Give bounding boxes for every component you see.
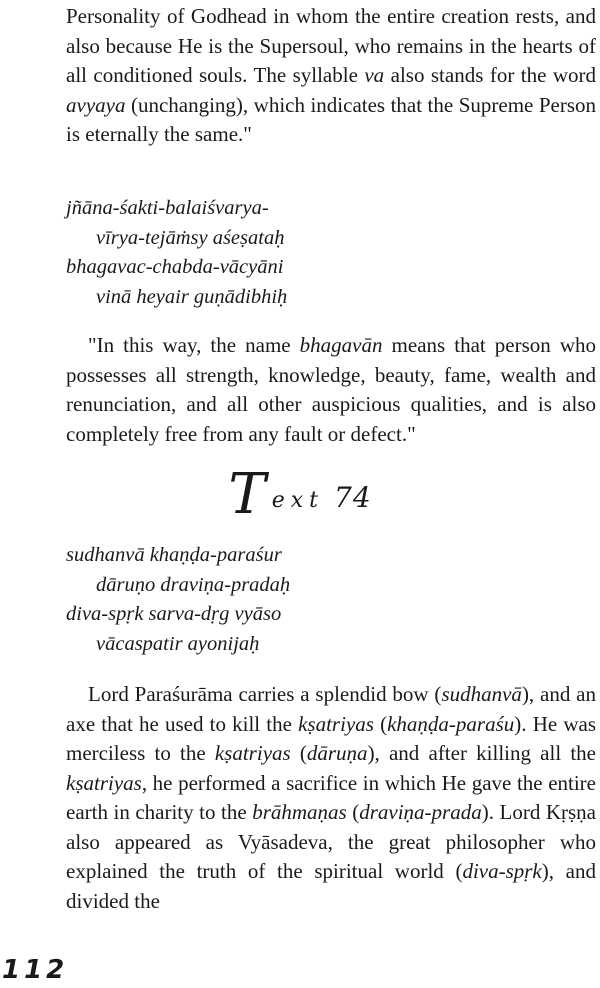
- purport-text: ), and divided the: [66, 859, 596, 913]
- paragraph-2-text: "In this way, the name: [88, 333, 300, 357]
- paragraph-2-line: is also completely free from any fault or defect.": [66, 392, 597, 446]
- purport-text: , he performed a sacrifice in which He gave the entire earth in charity to the: [66, 770, 596, 824]
- purport-text: (: [346, 800, 360, 824]
- paragraph-1-text: (unchanging),: [125, 92, 249, 117]
- paragraph-2-text: means that person who: [382, 333, 596, 357]
- purport-text: ), and after killing all the: [367, 741, 597, 765]
- paragraph-1-italic: va: [364, 63, 385, 87]
- verse-line: vācaspatir ayonijaḥ: [96, 632, 260, 655]
- paragraph-1-line: rests, and also because He is the Supersoul, who: [66, 4, 596, 58]
- paragraph-1-line: which indicates that the Supreme Person is eternally the: [66, 92, 596, 146]
- verse-line: diva-spṛk sarva-dṛg vyāso: [66, 603, 282, 625]
- verse-line: bhagavac-chabda-vācyāni: [66, 256, 284, 278]
- purport-text: ). He was merciless to the: [66, 711, 597, 765]
- heading-word: ext: [271, 488, 324, 513]
- verse-line: vinā heyair guṇādibhiḥ: [96, 285, 288, 308]
- purport-italic: khaṇḍa-paraśu: [387, 711, 515, 736]
- purport-italic: dāruṇa: [306, 741, 368, 765]
- purport-text: ), and an axe that he used to kill the: [66, 682, 597, 736]
- paragraph-2-line: possesses all strength, knowledge, beauty, fame, wealth: [66, 362, 557, 387]
- paragraph-1-line: same.": [194, 122, 252, 146]
- text-heading: [0, 462, 600, 527]
- verse-line: dāruṇo draviṇa-pradaḥ: [96, 573, 291, 596]
- paragraph-continuation: [66, 2, 596, 150]
- paragraph-2-line: and renunciation, and all other auspicious qualities, and: [66, 362, 596, 416]
- sanskrit-verse-2: [66, 541, 486, 659]
- paragraph-1-line: remains in the hearts of all conditioned souls. The: [66, 33, 596, 87]
- verse-line: sudhanvā khaṇḍa-paraśur: [66, 544, 282, 566]
- purport-italic: diva-spṛk: [462, 859, 542, 883]
- sanskrit-verse-1: [66, 194, 486, 312]
- purport-text: ). Lord Kṛṣṇa also appeared as Vyāsadeva, the great philosopher who explained the truth of the spiritual world (: [66, 800, 596, 883]
- paragraph-1-text: also stands for the word: [384, 63, 596, 87]
- purport-italic: draviṇa-prada: [359, 800, 482, 824]
- purport-italic: kṣatriyas: [298, 711, 374, 736]
- purport-text: Lord Paraśurāma carries a splendid bow (: [88, 682, 442, 706]
- verse-line: jñāna-śakti-balaiśvarya-: [66, 197, 269, 219]
- paragraph-translation: [66, 331, 596, 449]
- paragraph-2-italic: bhagavān: [299, 333, 383, 357]
- paragraph-purport: [66, 680, 596, 916]
- paragraph-1-italic: avyaya: [66, 92, 126, 117]
- verse-line: vīrya-tejāṁsy aśeṣataḥ: [96, 226, 285, 249]
- paragraph-1-line: Personality of Godhead in whom the entire creation: [66, 4, 509, 28]
- purport-italic: kṣatriyas: [214, 741, 291, 765]
- purport-text: (: [290, 741, 307, 765]
- purport-italic: kṣatriyas: [66, 770, 142, 795]
- heading-drop-cap: T: [228, 462, 272, 527]
- paragraph-1-text: syllable: [292, 63, 365, 87]
- page-number: 112: [2, 955, 69, 985]
- purport-italic: brāhmaṇas: [252, 800, 347, 824]
- purport-text: (: [373, 711, 388, 736]
- heading-number: 74: [334, 481, 372, 514]
- purport-italic: sudhanvā: [441, 682, 522, 706]
